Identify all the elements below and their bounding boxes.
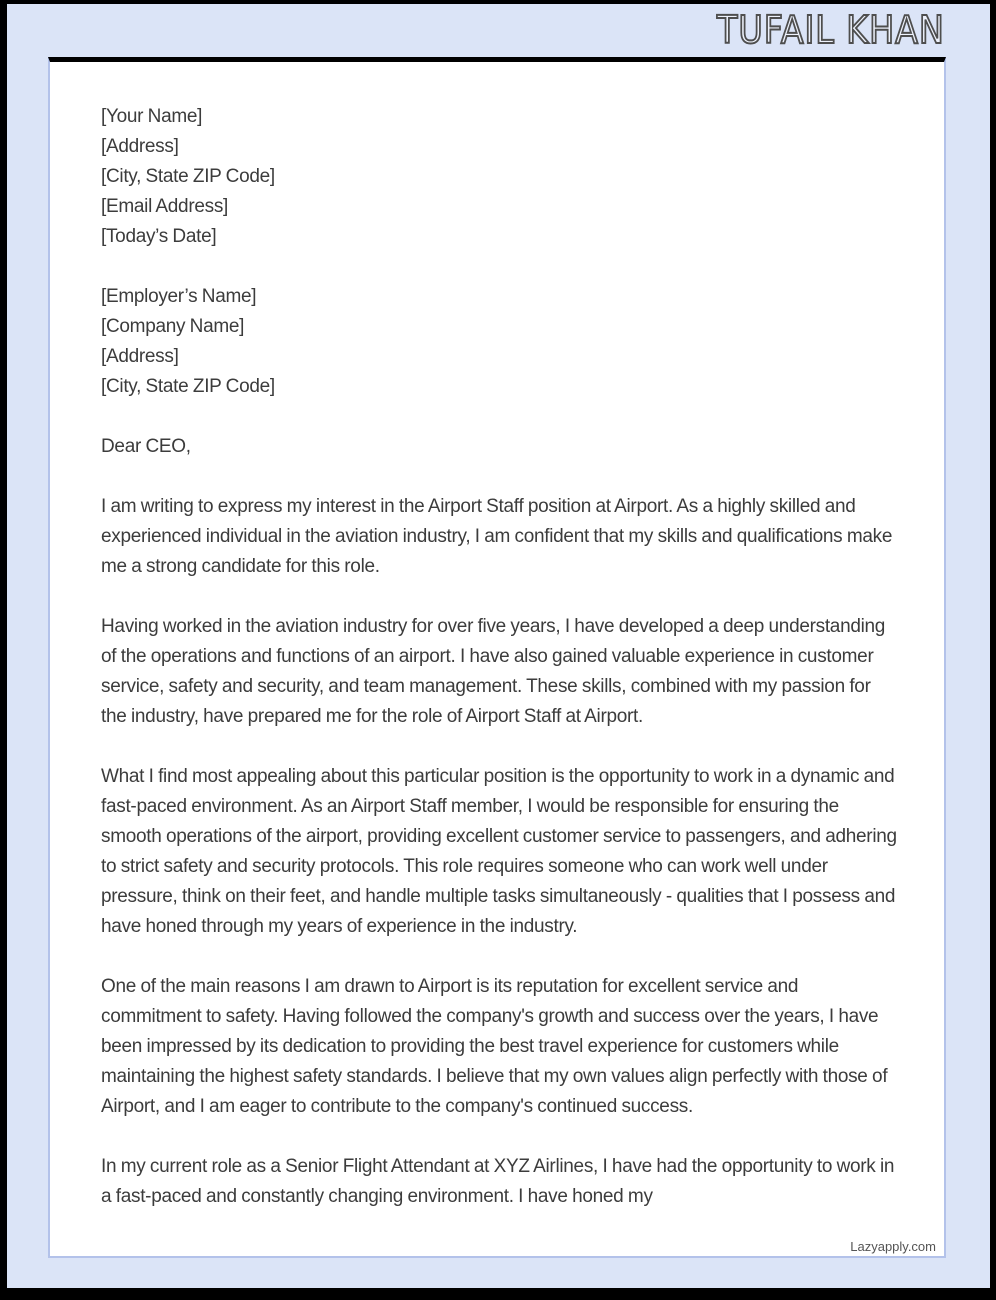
letter-content <box>50 62 946 1212</box>
recipient-name-line: [Employer’s Name] <box>101 286 257 307</box>
paragraph-experience: Having worked in the aviation industry for over five years, I have developed a deep understanding of the operations and functions of an airport. I have also gained valuable experience in customer service, safety and security, and team management. These skills, combined with my passion for the industry, have prepared me for the role of Airport Staff at Airport. <box>101 616 886 727</box>
sender-name-line: [Your Name] <box>101 106 203 127</box>
recipient-address-block <box>101 282 898 402</box>
recipient-city-line: [City, State ZIP Code] <box>101 376 275 397</box>
sender-address-line: [Address] <box>101 136 179 157</box>
brand-logo: TUFAIL KHAN <box>717 8 945 52</box>
recipient-company-line: [Company Name] <box>101 316 245 337</box>
document-background <box>7 4 990 1288</box>
sender-city-line: [City, State ZIP Code] <box>101 166 275 187</box>
sender-email-line: [Email Address] <box>101 196 228 217</box>
paragraph-intro: I am writing to express my interest in the Airport Staff position at Airport. As a highly skilled and experienced individual in the aviation industry, I am confident that my skills and qualifications make me a strong candidate for this role. <box>101 496 893 577</box>
watermark-text: Lazyapply.com <box>850 1239 936 1254</box>
paragraph-appeal: What I find most appealing about this particular position is the opportunity to work in a dynamic and fast-paced environment. As an Airport Staff member, I would be responsible for ensuring the smooth operations of the airport, providing excellent customer service to passengers, and adhering to strict safety and security protocols. This role requires someone who can work well under pressure, think on their feet, and handle multiple tasks simultaneously - qualities that I possess and have honed through my years of experience in the industry. <box>101 766 897 937</box>
salutation: Dear CEO, <box>101 436 191 457</box>
paragraph-current-role: In my current role as a Senior Flight Attendant at XYZ Airlines, I have had the opportunity to work in a fast-paced and constantly changing environment. I have honed my <box>101 1156 895 1207</box>
sender-address-block <box>101 102 898 252</box>
letter-page <box>48 57 946 1258</box>
paragraph-reasons: One of the main reasons I am drawn to Airport is its reputation for excellent service and commitment to safety. Having followed the company's growth and success over the years, I have been impressed by its dedication to providing the best travel experience for customers while maintaining the highest safety standards. I believe that my own values align perfectly with those of Airport, and I am eager to contribute to the company's continued success. <box>101 976 888 1117</box>
sender-date-line: [Today’s Date] <box>101 226 217 247</box>
recipient-address-line: [Address] <box>101 346 179 367</box>
